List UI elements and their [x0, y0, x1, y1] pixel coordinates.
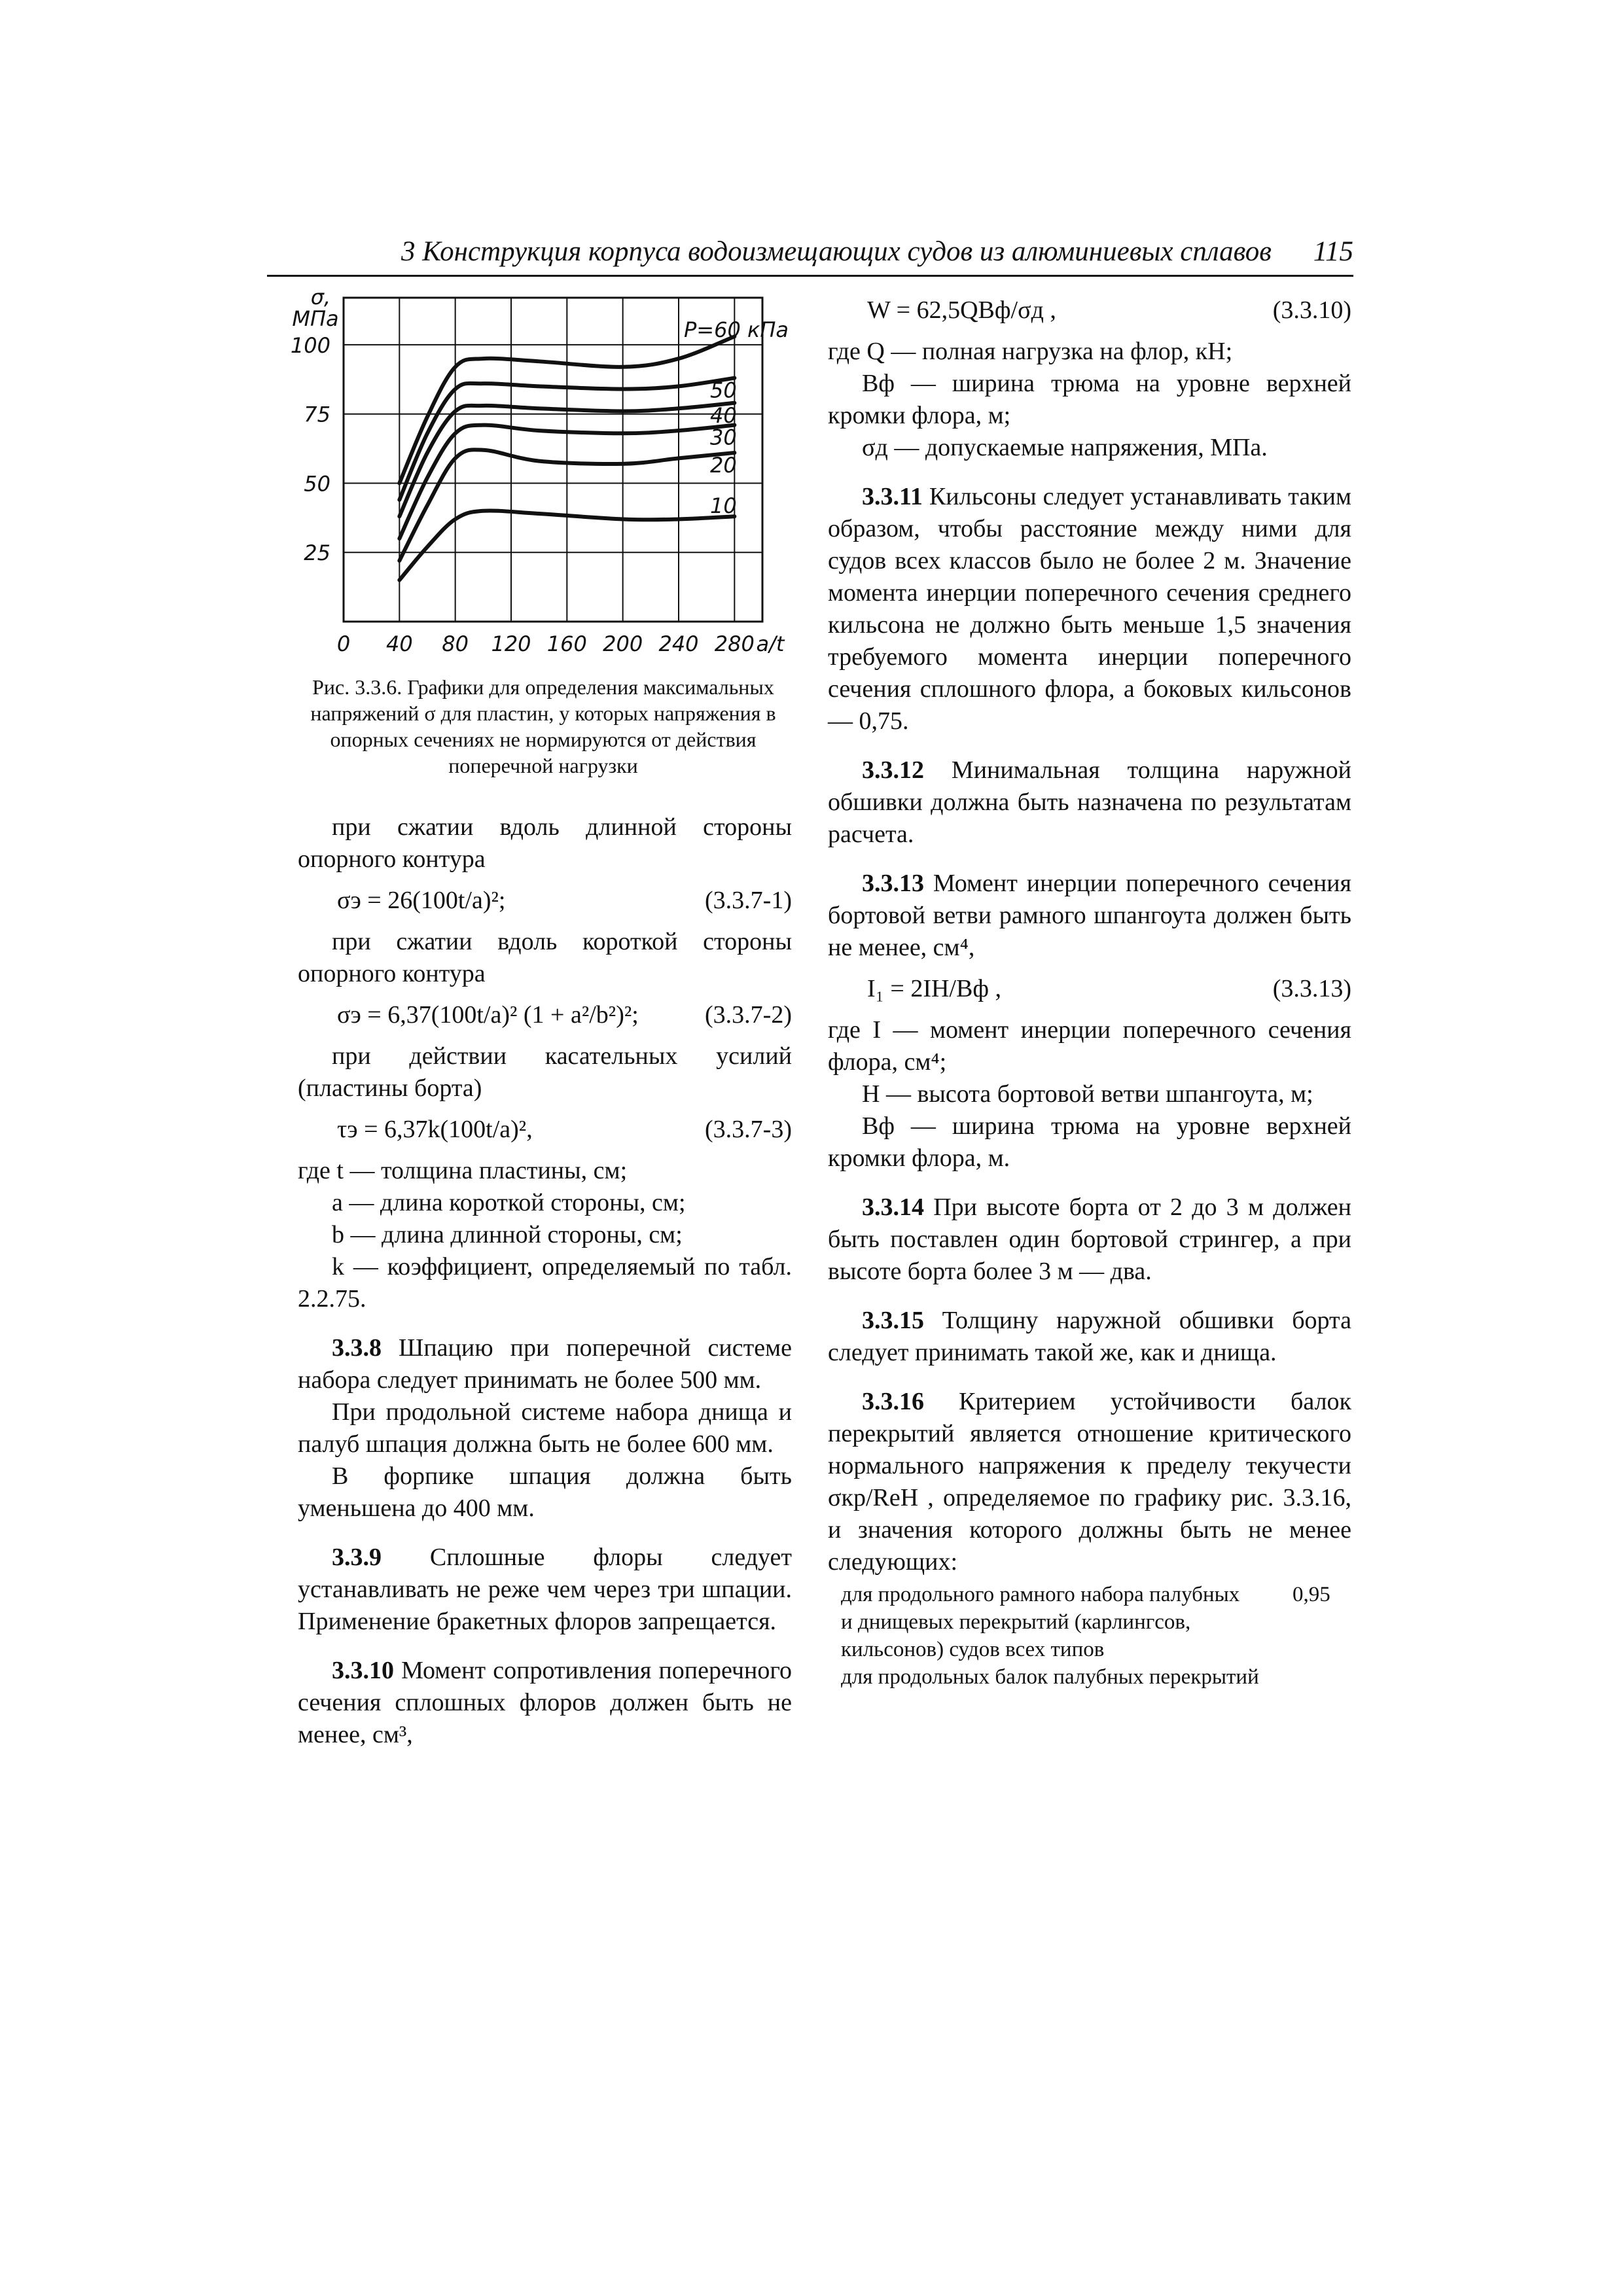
paragraph: при сжатии вдоль короткой стороны опорного контура [298, 928, 792, 987]
x-tick-label: 280 [714, 631, 755, 656]
section-3-3-11: 3.3.11 Кильсоны следует устанавливать таким образом, чтобы расстояние между ними для судов всех классов было не более 2 м. Значение момента инерции поперечного сечения среднего кильсона не должно быть меньше 1,5 значения требуемого момента инерции поперечного сечения сплошного флора, а боковых кильсонов — 0,75. [828, 483, 1351, 735]
x-axis-label: a/t [756, 631, 785, 656]
x-tick-label: 200 [603, 631, 643, 656]
page-number: 115 [1313, 236, 1353, 267]
where-line: где I — момент инерции поперечного сечения флора, см⁴; [828, 1016, 1351, 1076]
left-column [298, 811, 792, 1751]
y-axis-label: σ, [310, 285, 331, 309]
equation: W = 62,5QBф/σд , (3.3.10) [867, 296, 1351, 324]
paragraph: при действии касательных усилий (пластины борта) [298, 1042, 792, 1102]
x-tick-label: 240 [658, 631, 699, 656]
series-label: 30 [710, 425, 737, 450]
series-label: 10 [710, 493, 737, 519]
where-line: Bф — ширина трюма на уровне верхней кромки флора, м; [828, 370, 1351, 429]
section-3-3-12: 3.3.12 Минимальная толщина наружной обшивки должна быть назначена по результатам расчета. [828, 756, 1351, 848]
section-3-3-9: 3.3.9 Сплошные флоры следует устанавливать не реже чем через три шпации. Применение бракетных флоров запрещается. [298, 1544, 792, 1635]
right-column [828, 294, 1351, 1691]
equation: σэ = 6,37(100t/a)² (1 + a²/b²)²; (3.3.7-2) [337, 1001, 792, 1029]
x-tick-label: 80 [442, 631, 469, 656]
section-3-3-14: 3.3.14 При высоте борта от 2 до 3 м должен быть поставлен один бортовой стрингер, а при высоте борта более 3 м — два. [828, 1193, 1351, 1285]
header-title: 3 Конструкция корпуса водоизмещающих судов из алюминиевых сплавов [401, 236, 1272, 267]
series-label: 20 [710, 452, 737, 478]
criteria-list-item [828, 1663, 1260, 1691]
criteria-item-label: для продольного рамного набора палубных и днищевых перекрытий (карлингсов, кильсонов) судов всех типов [841, 1583, 1240, 1661]
where-line: H — высота бортовой ветви шпангоута, м; [862, 1080, 1313, 1108]
paragraph: При продольной системе набора днища и палуб шпация должна быть не более 600 мм. [298, 1398, 792, 1458]
where-line: b — длина длинной стороны, см; [332, 1221, 683, 1248]
equation: τэ = 6,37k(100t/a)², (3.3.7-3) [337, 1116, 792, 1143]
section-3-3-8: 3.3.8 Шпацию при поперечной системе набора следует принимать не более 500 мм. [298, 1334, 792, 1394]
figure [275, 281, 792, 661]
section-3-3-13: 3.3.13 Момент инерции поперечного сечения бортовой ветви рамного шпангоута должен быть не менее, см⁴, [828, 870, 1351, 961]
where-line: σд — допускаемые напряжения, МПа. [862, 434, 1268, 461]
y-tick-label: 100 [290, 332, 330, 358]
figure-caption: Рис. 3.3.6. Графики для определения максимальных напряжений σ для пластин, у которых напряжения в опорных сечениях не нормируются от действия поперечной нагрузки [310, 675, 776, 777]
criteria-list [828, 1581, 1351, 1663]
series-label: 50 [710, 378, 737, 403]
x-tick-label: 40 [385, 631, 413, 656]
equation: I₁ = 2IH/Bф , (3.3.13) [867, 975, 1351, 1002]
running-header [267, 236, 1353, 277]
criteria-item-value: 0,95 [1293, 1583, 1330, 1606]
x-tick-label: 0 [336, 631, 351, 656]
series-label: 40 [710, 402, 737, 428]
x-tick-label: 120 [491, 631, 531, 656]
equation: σэ = 26(100t/a)²; (3.3.7-1) [337, 887, 792, 914]
y-tick-label: 25 [304, 540, 330, 566]
chart [275, 281, 792, 661]
y-tick-label: 50 [304, 471, 330, 497]
paragraph: В форпике шпация должна быть уменьшена до 400 мм. [298, 1462, 792, 1522]
where-line: где Q — полная нагрузка на флор, кН; [828, 338, 1233, 365]
section-3-3-15: 3.3.15 Толщину наружной обшивки борта следует принимать такой же, как и днища. [828, 1307, 1351, 1366]
series-label: P=60 кПа [684, 317, 789, 342]
section-3-3-10: 3.3.10 Момент сопротивления поперечного сечения сплошных флоров должен быть не менее, см³, [298, 1657, 792, 1748]
criteria-item-label: для продольных балок палубных перекрытий [841, 1665, 1259, 1689]
where-line: k — коэффициент, определяемый по табл. 2.2.75. [298, 1253, 792, 1313]
y-tick-label: 75 [304, 402, 330, 427]
x-tick-label: 160 [546, 631, 587, 656]
paragraph: при сжатии вдоль длинной стороны опорного контура [298, 813, 792, 873]
where-line: a — длина короткой стороны, см; [332, 1189, 686, 1216]
section-3-3-16: 3.3.16 Критерием устойчивости балок перекрытий является отношение критического нормального напряжения к пределу текучести σкр/ReH , определяемое по графику рис. 3.3.16, и значения которого должны быть не менее следующих: [828, 1388, 1351, 1576]
where-line: Bф — ширина трюма на уровне верхней кромки флора, м. [828, 1112, 1351, 1172]
where-line: где t — толщина пластины, см; [298, 1157, 628, 1184]
y-axis-unit: МПа [292, 306, 339, 331]
